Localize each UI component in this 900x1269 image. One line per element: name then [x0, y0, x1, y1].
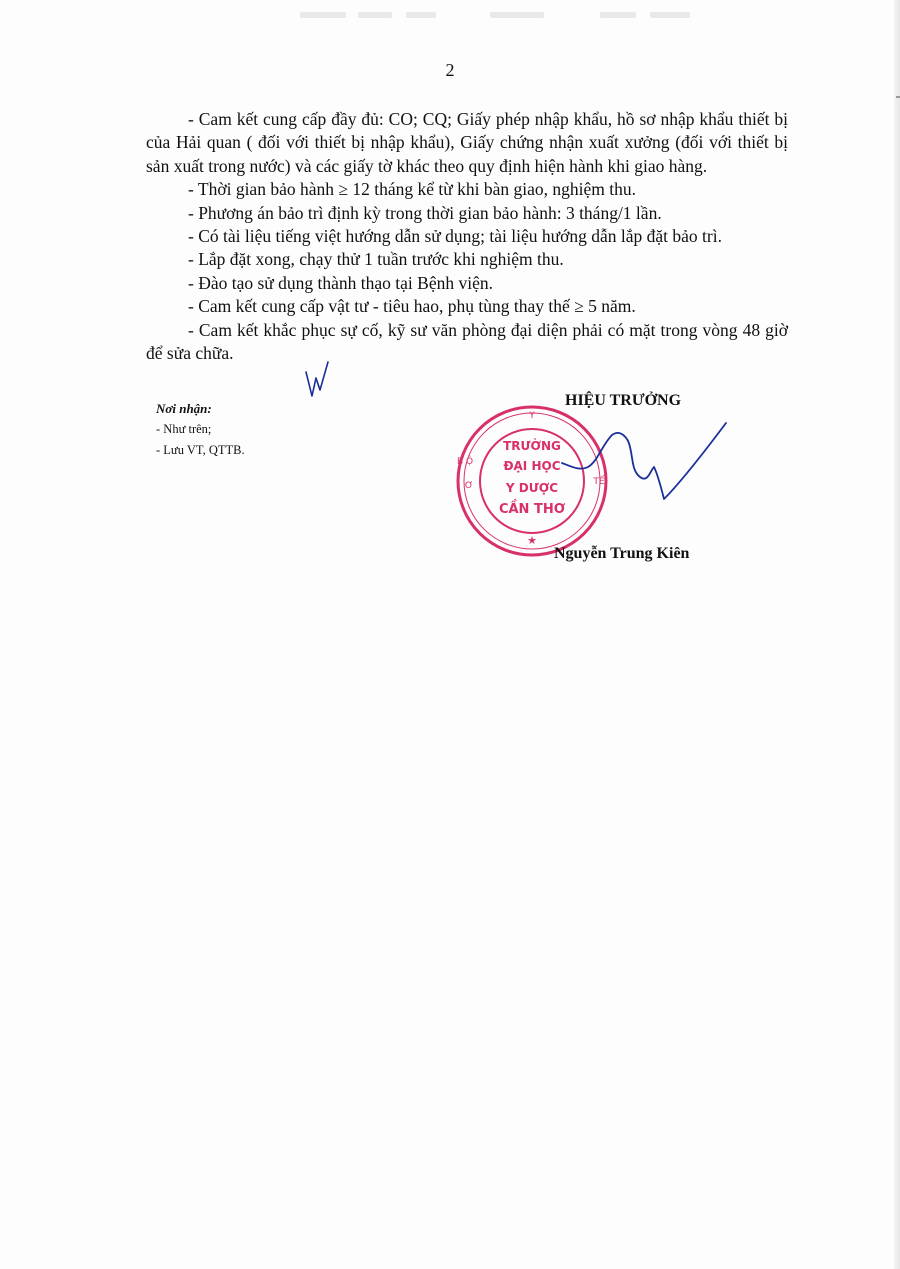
scan-artifact — [300, 8, 720, 22]
recipient-item: - Lưu VT, QTTB. — [156, 443, 245, 457]
paragraph-supplies: - Cam kết cung cấp vật tư - tiêu hao, phụ tùng thay thế ≥ 5 năm. — [188, 296, 636, 317]
paragraph-installation: - Lắp đặt xong, chạy thử 1 tuần trước khi nghiệm thu. — [188, 249, 564, 270]
seal-line-2: ĐẠI HỌC — [503, 459, 561, 473]
scan-edge — [894, 0, 900, 1269]
paragraph-maintenance: - Phương án bảo trì định kỳ trong thời gian bảo hành: 3 tháng/1 lần. — [188, 202, 662, 223]
seal-line-1: TRƯỜNG — [503, 439, 561, 453]
handwritten-signature — [550, 405, 750, 525]
recipient-item: - Như trên; — [156, 422, 212, 436]
seal-ring-left: B Ộ — [456, 457, 474, 467]
requirements-body — [146, 108, 788, 365]
signer-name: Nguyễn Trung Kiên — [554, 545, 690, 562]
signer-title: HIỆU TRƯỞNG — [565, 392, 682, 409]
seal-star-icon: ★ — [527, 534, 537, 547]
paragraph-warranty: - Thời gian bảo hành ≥ 12 tháng kể từ khi bàn giao, nghiệm thu. — [188, 179, 636, 200]
paragraph-repair: - Cam kết khắc phục sự cố, kỹ sư văn phòng đại diện phải có mặt trong vòng 48 giờ để sửa chữa. — [146, 319, 788, 364]
seal-ring-right: TẾ — [593, 477, 605, 487]
paragraph-documents: - Cam kết cung cấp đầy đủ: CO; CQ; Giấy phép nhập khẩu, hồ sơ nhập khẩu thiết bị của Hải quan ( đối với thiết bị nhập khẩu), Giấy chứng nhận xuất xưởng (đối với thiết bị sản xuất trong nước) và các giấy tờ khác theo quy định hiện hành khi giao hàng. — [146, 109, 788, 176]
seal-ring-left-mark: Ơ — [464, 481, 474, 491]
seal-line-3: Y DƯỢC — [505, 481, 559, 495]
page-number: 2 — [445, 60, 455, 80]
scan-mark — [896, 96, 900, 98]
recipients-title: Nơi nhận: — [156, 401, 212, 416]
seal-line-4: CẦN THƠ — [498, 502, 566, 517]
initial-mark — [302, 360, 332, 400]
paragraph-manuals: - Có tài liệu tiếng việt hướng dẫn sử dụng; tài liệu hướng dẫn lắp đặt bảo trì. — [188, 226, 722, 247]
paragraph-training: - Đào tạo sử dụng thành thạo tại Bệnh viện. — [188, 272, 493, 293]
recipients-block — [156, 398, 245, 461]
seal-ring-top: Y — [529, 411, 535, 421]
